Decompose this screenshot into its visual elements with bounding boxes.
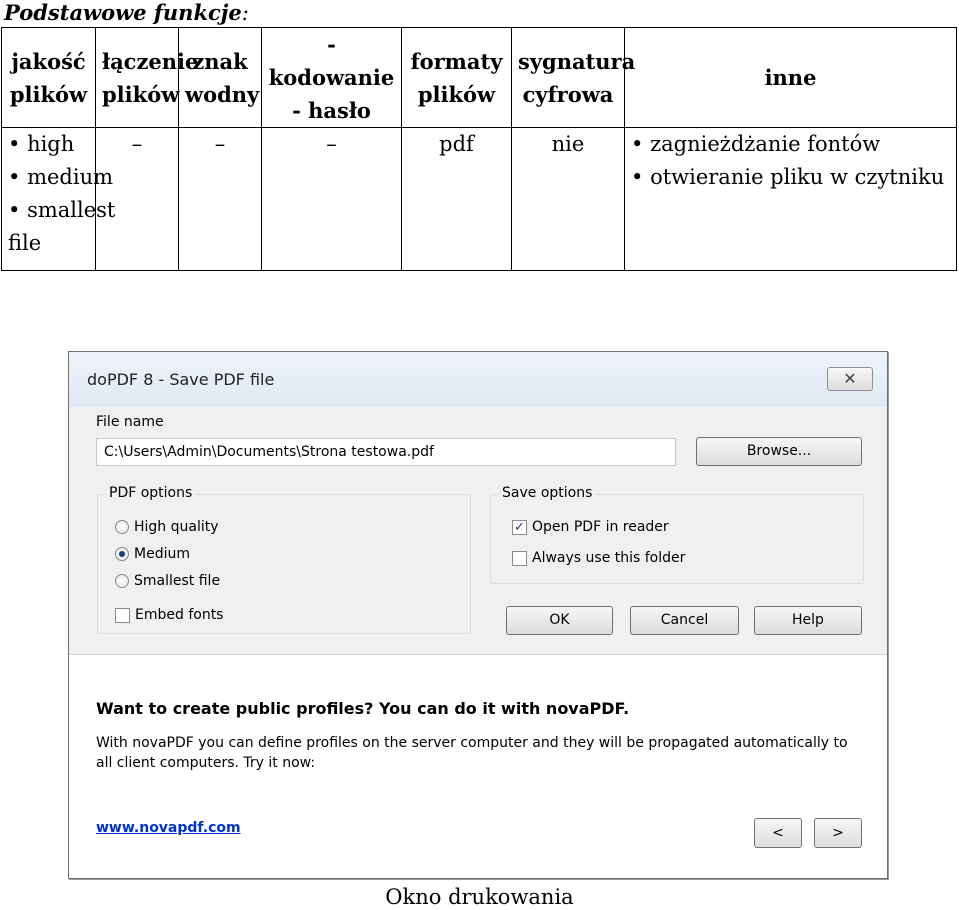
header-other: inne xyxy=(625,28,957,128)
figure-caption: Okno drukowania xyxy=(385,885,574,909)
save-options-group xyxy=(490,485,864,584)
checkbox-icon xyxy=(115,608,130,623)
list-item: • medium xyxy=(8,161,89,194)
checkbox-label: Always use this folder xyxy=(532,550,686,566)
novapdf-link[interactable]: www.novapdf.com xyxy=(96,820,241,836)
close-button[interactable]: ✕ xyxy=(827,367,873,391)
previous-button[interactable]: < xyxy=(754,818,802,848)
radio-label: High quality xyxy=(134,519,219,535)
help-button[interactable]: Help xyxy=(754,606,862,635)
header-quality: jakość plików xyxy=(2,28,96,128)
file-name-label: File name xyxy=(96,414,164,430)
promo-heading: Want to create public profiles? You can do it with novaPDF. xyxy=(96,699,630,718)
checkbox-label: Open PDF in reader xyxy=(532,519,669,535)
radio-label: Smallest file xyxy=(134,573,221,589)
save-pdf-dialog xyxy=(68,351,888,879)
checkbox-label: Embed fonts xyxy=(135,607,224,623)
cell-merge: – xyxy=(96,128,179,271)
section-heading xyxy=(4,0,249,25)
checkbox-icon xyxy=(512,551,527,566)
cell-quality xyxy=(2,128,116,271)
header-watermark: znak wodny xyxy=(179,28,262,128)
browse-button[interactable]: Browse... xyxy=(696,437,862,466)
list-item: • smallest file xyxy=(8,194,89,260)
file-name-field[interactable]: C:\Users\Admin\Documents\Strona testowa.pdf xyxy=(96,438,676,466)
radio-label: Medium xyxy=(134,546,190,562)
table-row xyxy=(2,128,957,271)
heading-title: Podstawowe funkcje xyxy=(4,0,242,25)
radio-smallest-file[interactable] xyxy=(115,573,220,589)
cancel-button[interactable]: Cancel xyxy=(630,606,739,635)
ok-button[interactable]: OK xyxy=(506,606,613,635)
table-header-row xyxy=(2,28,957,128)
features-table xyxy=(1,27,957,271)
list-item: • otwieranie pliku w czytniku xyxy=(631,161,950,194)
dialog-title: doPDF 8 - Save PDF file xyxy=(87,370,275,389)
list-item: • zagnieżdżanie fontów xyxy=(631,128,950,161)
next-button[interactable]: > xyxy=(814,818,862,848)
heading-colon: : xyxy=(241,1,249,25)
pdf-options-title: PDF options xyxy=(106,485,195,501)
radio-high-quality[interactable] xyxy=(115,519,219,535)
radio-icon xyxy=(115,520,129,534)
cell-signature: nie xyxy=(512,128,625,271)
header-encryption: - kodowanie - hasło xyxy=(262,28,402,128)
cell-other xyxy=(625,128,957,271)
dialog-titlebar xyxy=(69,352,887,407)
checkbox-open-in-reader[interactable] xyxy=(512,519,669,535)
checkbox-embed-fonts[interactable] xyxy=(115,607,223,623)
header-merge: łączenie plików xyxy=(96,28,179,128)
radio-icon xyxy=(115,574,129,588)
cell-formats: pdf xyxy=(402,128,512,271)
radio-medium[interactable] xyxy=(115,546,190,562)
header-signature: sygnatura cyfrowa xyxy=(512,28,625,128)
save-options-title: Save options xyxy=(499,485,595,501)
radio-selected-icon xyxy=(115,547,129,561)
cell-watermark: – xyxy=(179,128,262,271)
checkbox-always-use-folder[interactable] xyxy=(512,550,685,566)
list-item: • high xyxy=(8,128,89,161)
cell-encryption: – xyxy=(262,128,402,271)
header-formats: formaty plików xyxy=(402,28,512,128)
promo-text: With novaPDF you can define profiles on the server computer and they will be propagated automatically to all client computers. Try it now: xyxy=(96,735,848,771)
checkmark-icon: ✓ xyxy=(512,520,527,535)
